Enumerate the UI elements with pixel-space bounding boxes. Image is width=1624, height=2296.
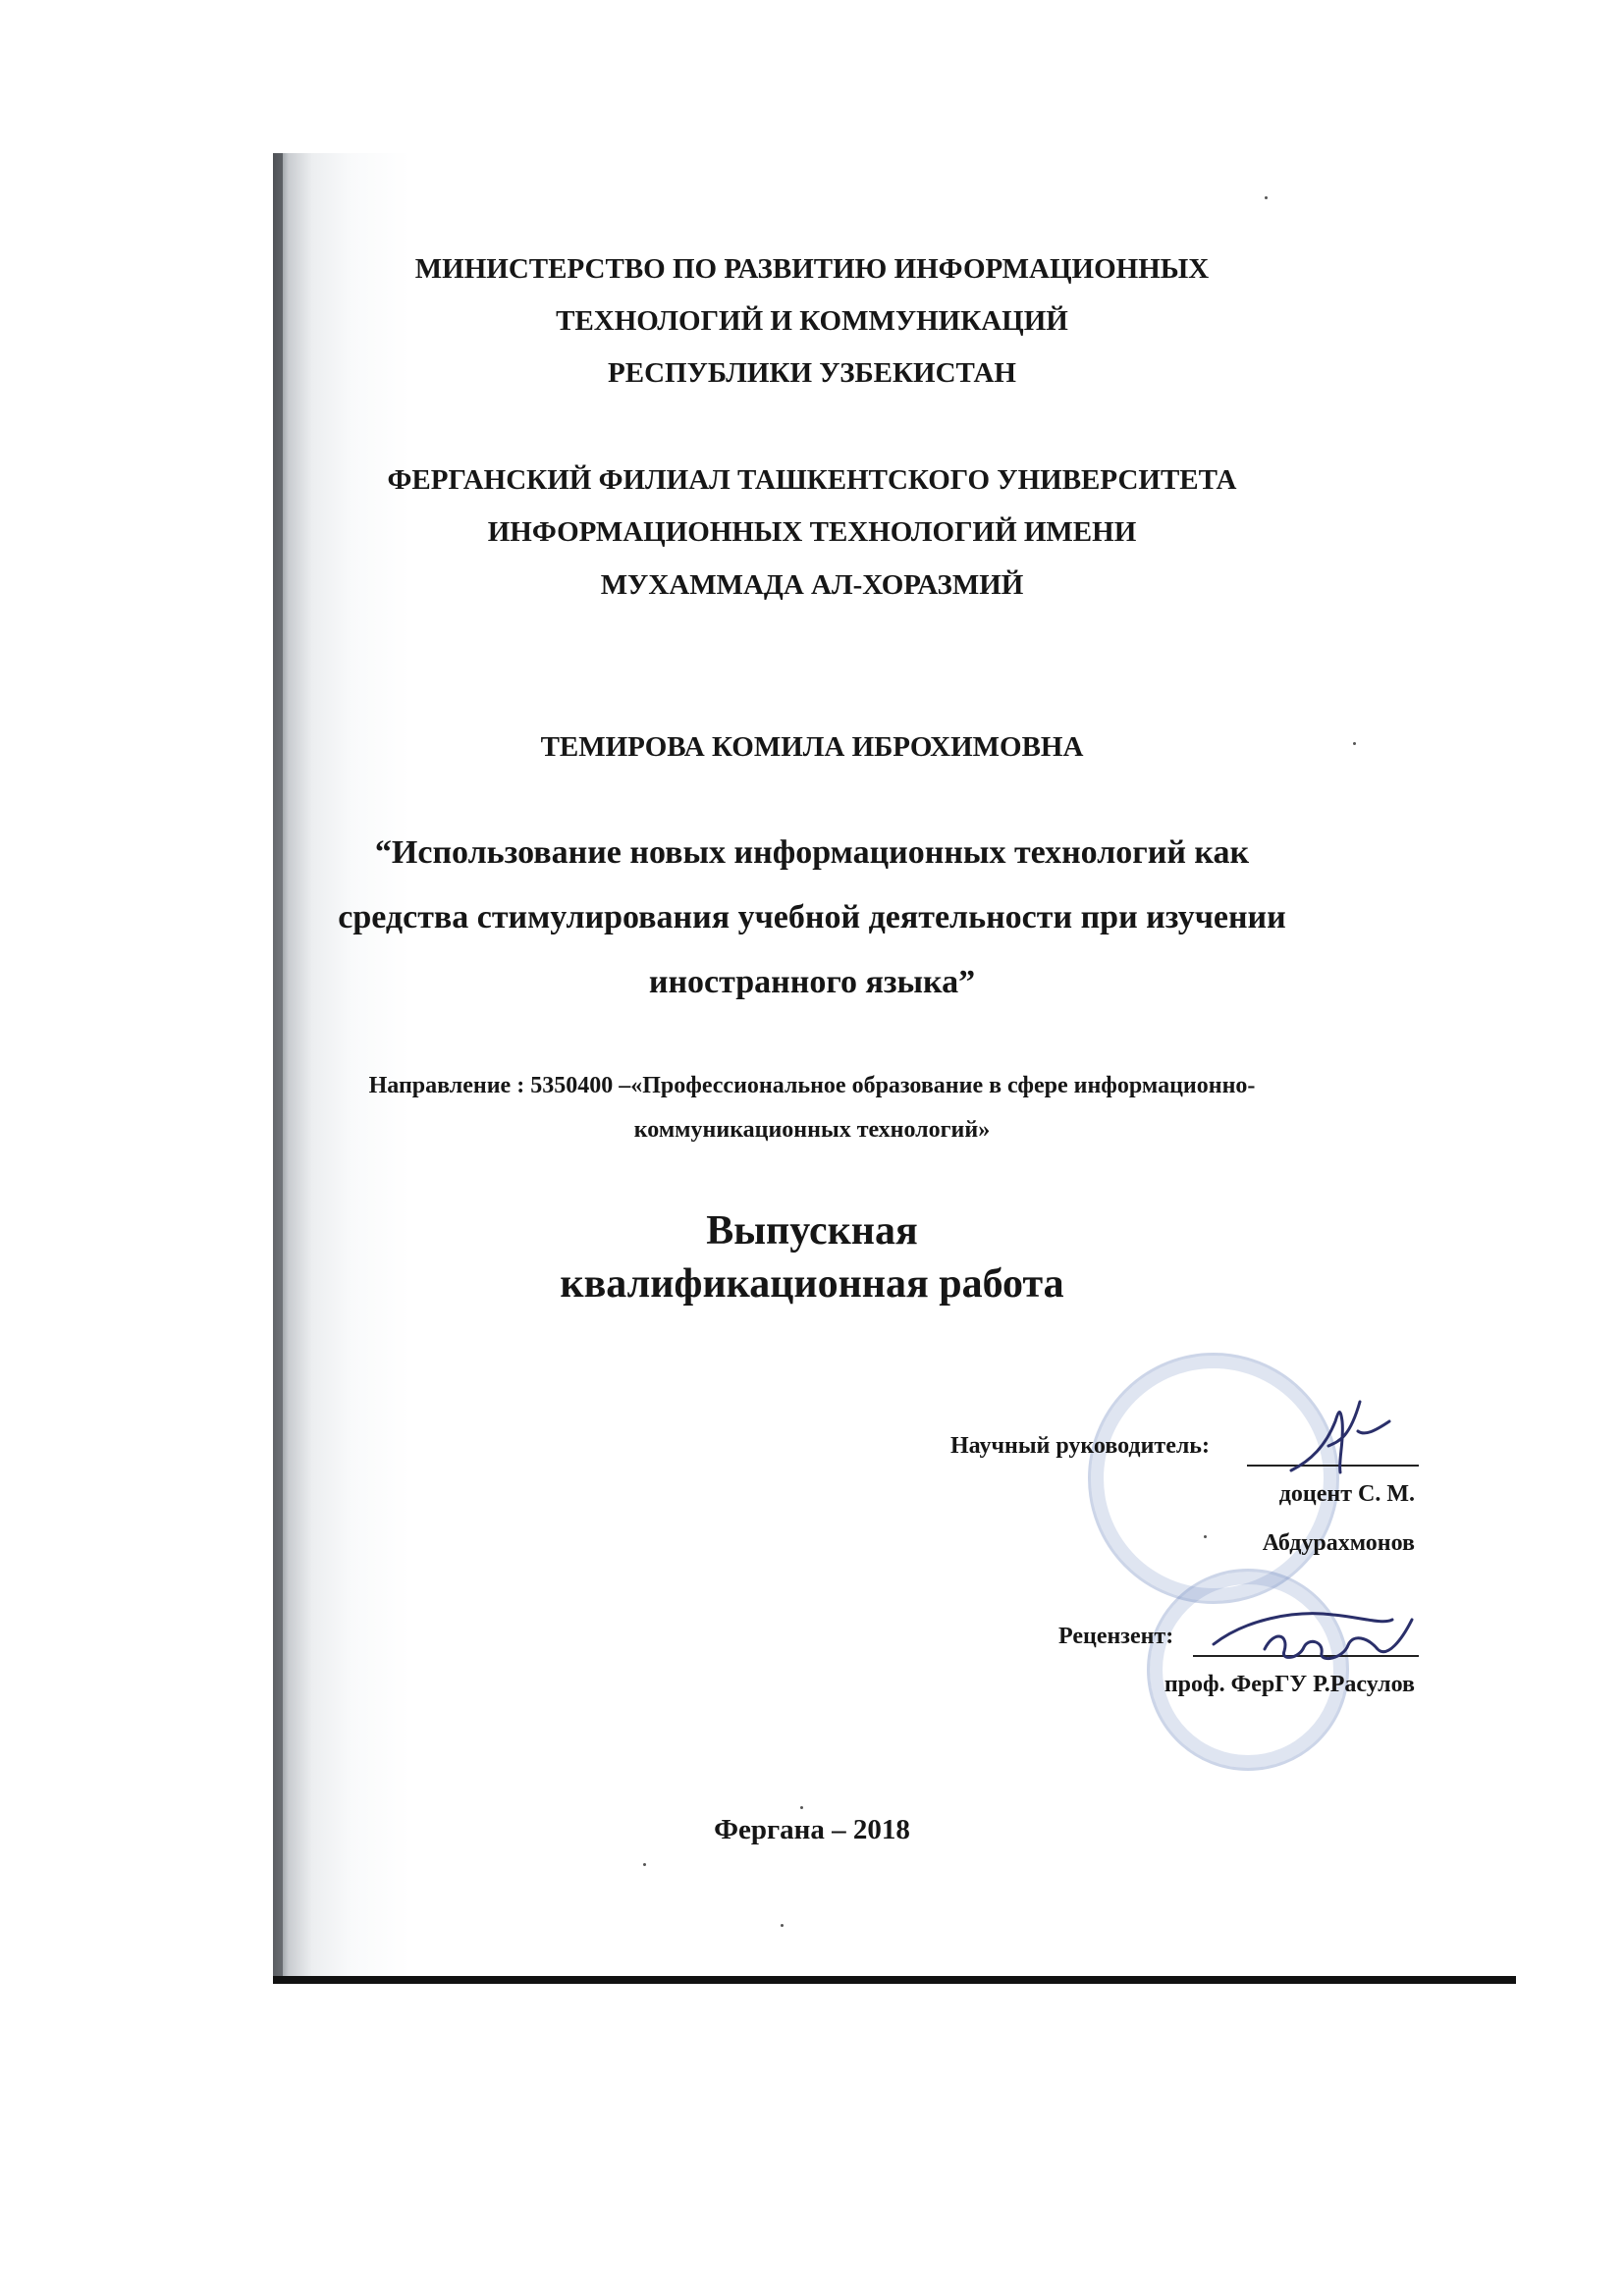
scan-speck: [1204, 1535, 1207, 1538]
supervisor-name-line-1: доцент С. М.: [1278, 1481, 1415, 1507]
ministry-line-2: ТЕХНОЛОГИЙ И КОММУНИКАЦИЙ: [556, 305, 1068, 337]
thesis-title-line-3: иностранного языка”: [648, 964, 976, 1000]
scan-speck: [781, 1924, 784, 1927]
scan-speck: [1353, 742, 1356, 745]
reviewer-label: Рецензент:: [1058, 1624, 1174, 1649]
thesis-title-line-2: средства стимулирования учебной деятельности при изучении: [338, 899, 1286, 935]
city-year: Фергана – 2018: [714, 1814, 910, 1845]
scan-speck: [800, 1806, 803, 1809]
scan-speck: [1265, 196, 1268, 199]
reviewer-name: проф. ФерГУ Р.Расулов: [1164, 1672, 1415, 1697]
direction-line-2: коммуникационных технологий»: [633, 1117, 991, 1143]
supervisor-label: Научный руководитель:: [950, 1433, 1210, 1459]
university-line-3: МУХАММАДА АЛ-ХОРАЗМИЙ: [600, 569, 1024, 601]
university-line-2: ИНФОРМАЦИОННЫХ ТЕХНОЛОГИЙ ИМЕНИ: [487, 516, 1137, 548]
reviewer-signature: [1206, 1590, 1422, 1679]
scan-speck: [643, 1863, 646, 1866]
supervisor-signature: [1281, 1392, 1399, 1490]
direction-line-1: Направление : 5350400 –«Профессиональное образование в сфере информационно-: [368, 1073, 1256, 1098]
ministry-line-3: РЕСПУБЛИКИ УЗБЕКИСТАН: [608, 357, 1016, 389]
work-type-line-2: квалификационная работа: [560, 1261, 1064, 1307]
ministry-line-1: МИНИСТЕРСТВО ПО РАЗВИТИЮ ИНФОРМАЦИОННЫХ: [414, 253, 1210, 285]
thesis-title-line-1: “Использование новых информационных технологий как: [374, 834, 1250, 871]
university-line-1: ФЕРГАНСКИЙ ФИЛИАЛ ТАШКЕНТСКОГО УНИВЕРСИТЕТА: [387, 464, 1237, 496]
work-type-line-1: Выпускная: [706, 1208, 918, 1254]
author-name: ТЕМИРОВА КОМИЛА ИБРОХИМОВНА: [540, 731, 1084, 763]
supervisor-name-line-2: Абдурахмонов: [1262, 1530, 1415, 1556]
